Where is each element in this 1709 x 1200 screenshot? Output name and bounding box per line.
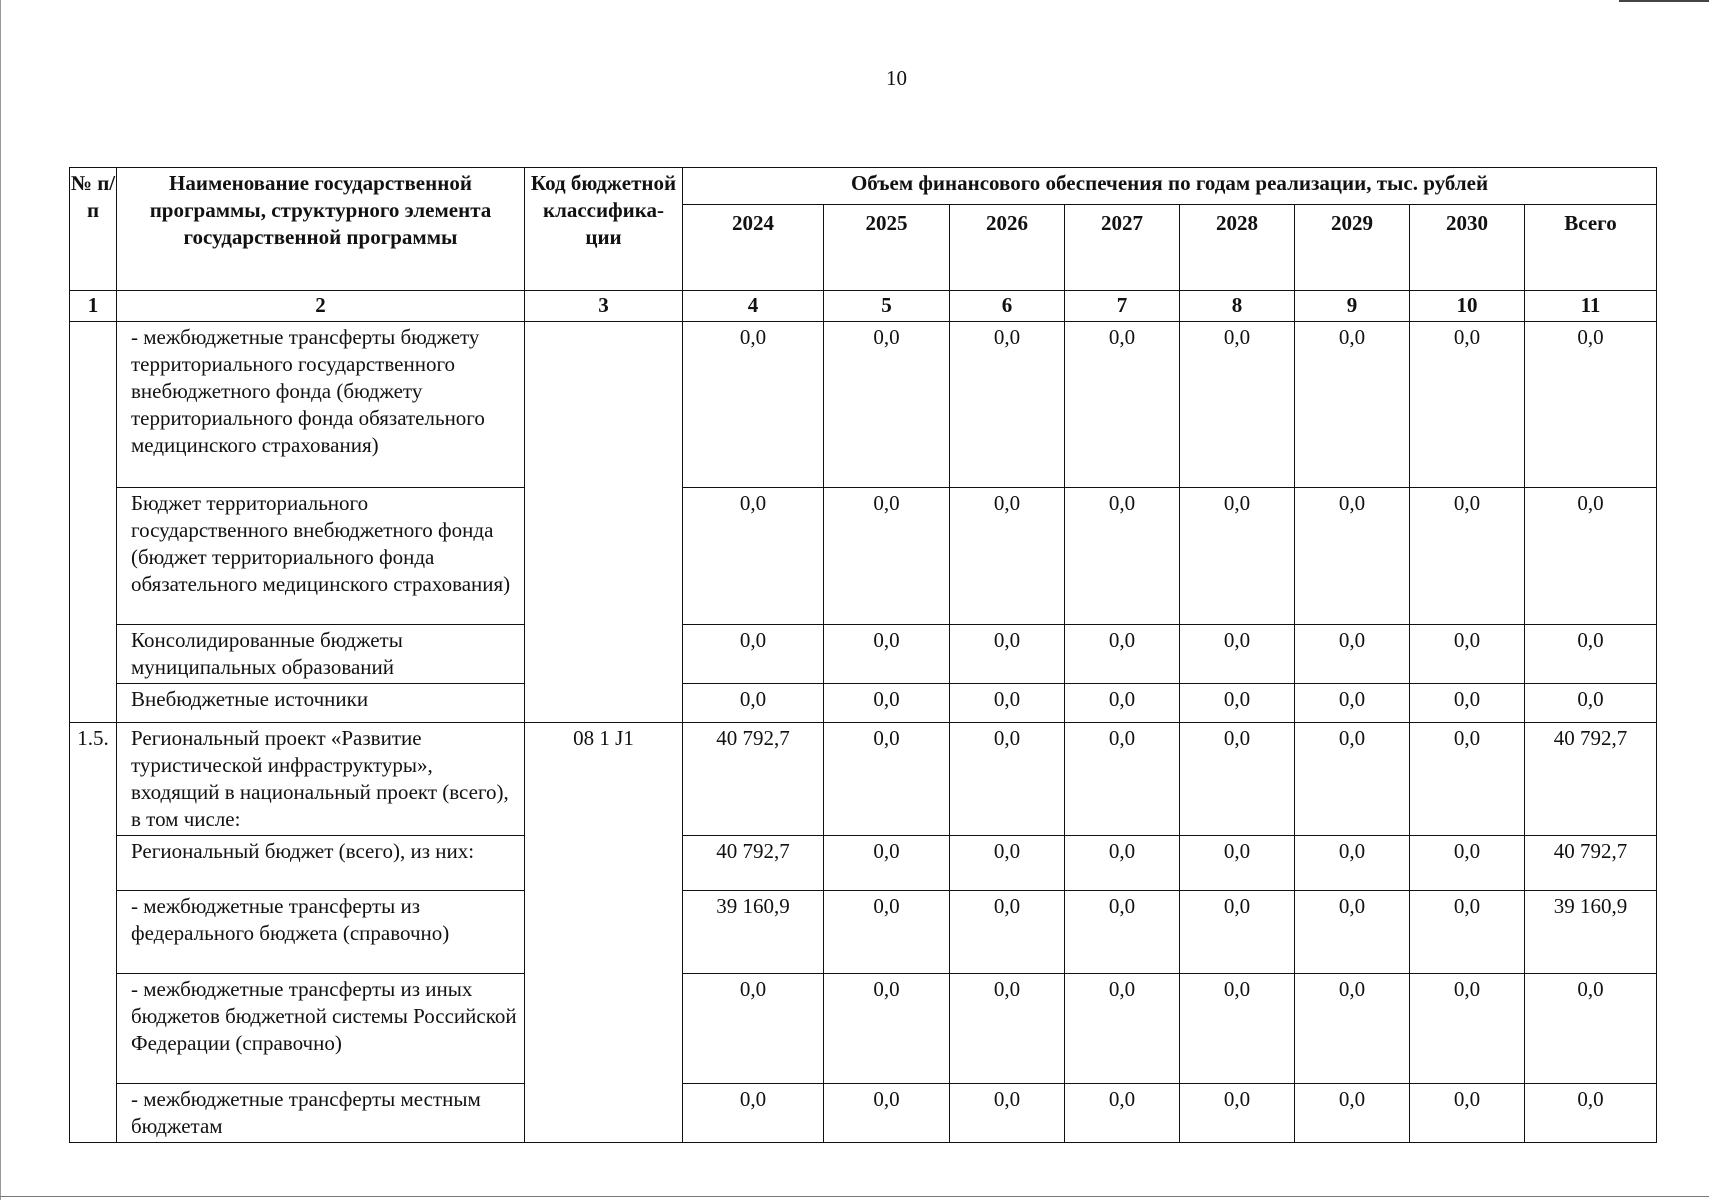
value-2027: 0,0 xyxy=(1065,1084,1180,1143)
column-number: 8 xyxy=(1180,291,1295,322)
row-name: - межбюджетные трансферты из федерального бюджета (справочно) xyxy=(117,891,525,974)
value-2030: 0,0 xyxy=(1410,891,1525,974)
budget-table-container xyxy=(69,167,1657,1143)
value-2028: 0,0 xyxy=(1180,723,1295,836)
row-name: - межбюджетные трансферты местным бюджетам xyxy=(117,1084,525,1143)
table-row xyxy=(70,723,1657,836)
column-number: 2 xyxy=(117,291,525,322)
col-header-year: 2029 xyxy=(1295,205,1410,291)
col-header-year: 2030 xyxy=(1410,205,1525,291)
col-header-year: 2027 xyxy=(1065,205,1180,291)
value-2026: 0,0 xyxy=(950,625,1065,684)
table-body xyxy=(70,322,1657,1143)
column-number: 3 xyxy=(525,291,683,322)
col-header-year: 2026 xyxy=(950,205,1065,291)
column-number: 7 xyxy=(1065,291,1180,322)
value-2027: 0,0 xyxy=(1065,322,1180,488)
table-row xyxy=(70,625,1657,684)
value-2028: 0,0 xyxy=(1180,625,1295,684)
scan-top-rule xyxy=(1619,0,1709,2)
value-2028: 0,0 xyxy=(1180,974,1295,1084)
value-2030: 0,0 xyxy=(1410,488,1525,625)
value-2024: 0,0 xyxy=(683,1084,824,1143)
column-number: 6 xyxy=(950,291,1065,322)
value-2029: 0,0 xyxy=(1295,836,1410,891)
value-2027: 0,0 xyxy=(1065,974,1180,1084)
table-row xyxy=(70,1084,1657,1143)
value-2028: 0,0 xyxy=(1180,488,1295,625)
col-header-year: 2028 xyxy=(1180,205,1295,291)
column-number: 1 xyxy=(70,291,117,322)
value-2028: 0,0 xyxy=(1180,684,1295,723)
value-total: 0,0 xyxy=(1525,1084,1657,1143)
table-row xyxy=(70,836,1657,891)
value-2026: 0,0 xyxy=(950,684,1065,723)
value-2029: 0,0 xyxy=(1295,723,1410,836)
value-2027: 0,0 xyxy=(1065,625,1180,684)
header-row-1 xyxy=(70,168,1657,205)
value-2029: 0,0 xyxy=(1295,625,1410,684)
row-name: Региональный проект «Развитие туристической инфраструктуры», входящий в национальный проект (всего), в том числе: xyxy=(117,723,525,836)
value-2030: 0,0 xyxy=(1410,625,1525,684)
value-2026: 0,0 xyxy=(950,322,1065,488)
value-2026: 0,0 xyxy=(950,836,1065,891)
value-2028: 0,0 xyxy=(1180,1084,1295,1143)
value-2025: 0,0 xyxy=(824,723,950,836)
value-2024: 0,0 xyxy=(683,684,824,723)
value-2025: 0,0 xyxy=(824,625,950,684)
value-2025: 0,0 xyxy=(824,974,950,1084)
table-row xyxy=(70,974,1657,1084)
value-2024: 0,0 xyxy=(683,625,824,684)
value-2024: 0,0 xyxy=(683,974,824,1084)
row-name: - межбюджетные трансферты из иных бюджетов бюджетной системы Российской Федерации (справочно) xyxy=(117,974,525,1084)
value-2030: 0,0 xyxy=(1410,684,1525,723)
col-header-code: Код бюджетной классифика-ции xyxy=(525,168,683,291)
col-header-year: 2024 xyxy=(683,205,824,291)
value-2025: 0,0 xyxy=(824,322,950,488)
row-name: - межбюджетные трансферты бюджету территориального государственного внебюджетного фонда (бюджету территориального фонда обязательного медицинского страхования) xyxy=(117,322,525,488)
value-total: 0,0 xyxy=(1525,322,1657,488)
value-2030: 0,0 xyxy=(1410,974,1525,1084)
value-2024: 0,0 xyxy=(683,488,824,625)
value-2026: 0,0 xyxy=(950,1084,1065,1143)
column-number: 5 xyxy=(824,291,950,322)
row-number xyxy=(70,322,117,723)
value-2029: 0,0 xyxy=(1295,974,1410,1084)
value-2029: 0,0 xyxy=(1295,1084,1410,1143)
value-2029: 0,0 xyxy=(1295,684,1410,723)
value-2026: 0,0 xyxy=(950,974,1065,1084)
value-2024: 40 792,7 xyxy=(683,836,824,891)
value-2025: 0,0 xyxy=(824,488,950,625)
value-2027: 0,0 xyxy=(1065,488,1180,625)
value-2030: 0,0 xyxy=(1410,836,1525,891)
value-2030: 0,0 xyxy=(1410,1084,1525,1143)
value-2028: 0,0 xyxy=(1180,891,1295,974)
value-total: 0,0 xyxy=(1525,684,1657,723)
value-2025: 0,0 xyxy=(824,684,950,723)
column-number-row xyxy=(70,291,1657,322)
row-name: Консолидированные бюджеты муниципальных образований xyxy=(117,625,525,684)
column-number: 10 xyxy=(1410,291,1525,322)
table-row xyxy=(70,488,1657,625)
value-2025: 0,0 xyxy=(824,891,950,974)
budget-table xyxy=(69,167,1657,1143)
value-total: 0,0 xyxy=(1525,488,1657,625)
row-name: Внебюджетные источники xyxy=(117,684,525,723)
value-2027: 0,0 xyxy=(1065,891,1180,974)
value-2028: 0,0 xyxy=(1180,322,1295,488)
table-row xyxy=(70,684,1657,723)
value-total: 39 160,9 xyxy=(1525,891,1657,974)
value-total: 40 792,7 xyxy=(1525,836,1657,891)
column-number: 9 xyxy=(1295,291,1410,322)
row-name: Региональный бюджет (всего), из них: xyxy=(117,836,525,891)
budget-code: 08 1 J1 xyxy=(525,723,683,1143)
value-2029: 0,0 xyxy=(1295,488,1410,625)
page-number: 10 xyxy=(886,66,907,90)
value-2029: 0,0 xyxy=(1295,322,1410,488)
value-total: 0,0 xyxy=(1525,625,1657,684)
value-total: 40 792,7 xyxy=(1525,723,1657,836)
budget-code xyxy=(525,322,683,723)
value-2026: 0,0 xyxy=(950,891,1065,974)
scan-left-edge xyxy=(0,0,1,1200)
column-number: 4 xyxy=(683,291,824,322)
col-header-total: Всего xyxy=(1525,205,1657,291)
value-2029: 0,0 xyxy=(1295,891,1410,974)
value-2025: 0,0 xyxy=(824,1084,950,1143)
col-header-number: № п/п xyxy=(70,168,117,291)
value-2025: 0,0 xyxy=(824,836,950,891)
value-2026: 0,0 xyxy=(950,723,1065,836)
column-number: 11 xyxy=(1525,291,1657,322)
value-2028: 0,0 xyxy=(1180,836,1295,891)
value-2024: 39 160,9 xyxy=(683,891,824,974)
scan-bottom-rule xyxy=(0,1196,1709,1197)
value-2024: 0,0 xyxy=(683,322,824,488)
value-2024: 40 792,7 xyxy=(683,723,824,836)
value-2027: 0,0 xyxy=(1065,836,1180,891)
table-header xyxy=(70,168,1657,322)
row-name: Бюджет территориального государственного внебюджетного фонда (бюджет территориального фонда обязательного медицинского страхования) xyxy=(117,488,525,625)
col-header-name: Наименование государственной программы, структурного элемента государственной программы xyxy=(117,168,525,291)
value-2030: 0,0 xyxy=(1410,723,1525,836)
value-2027: 0,0 xyxy=(1065,684,1180,723)
col-header-volume: Объем финансового обеспечения по годам реализации, тыс. рублей xyxy=(683,168,1657,205)
value-2030: 0,0 xyxy=(1410,322,1525,488)
value-2026: 0,0 xyxy=(950,488,1065,625)
table-row xyxy=(70,322,1657,488)
value-2027: 0,0 xyxy=(1065,723,1180,836)
table-row xyxy=(70,891,1657,974)
row-number: 1.5. xyxy=(70,723,117,1143)
value-total: 0,0 xyxy=(1525,974,1657,1084)
col-header-year: 2025 xyxy=(824,205,950,291)
